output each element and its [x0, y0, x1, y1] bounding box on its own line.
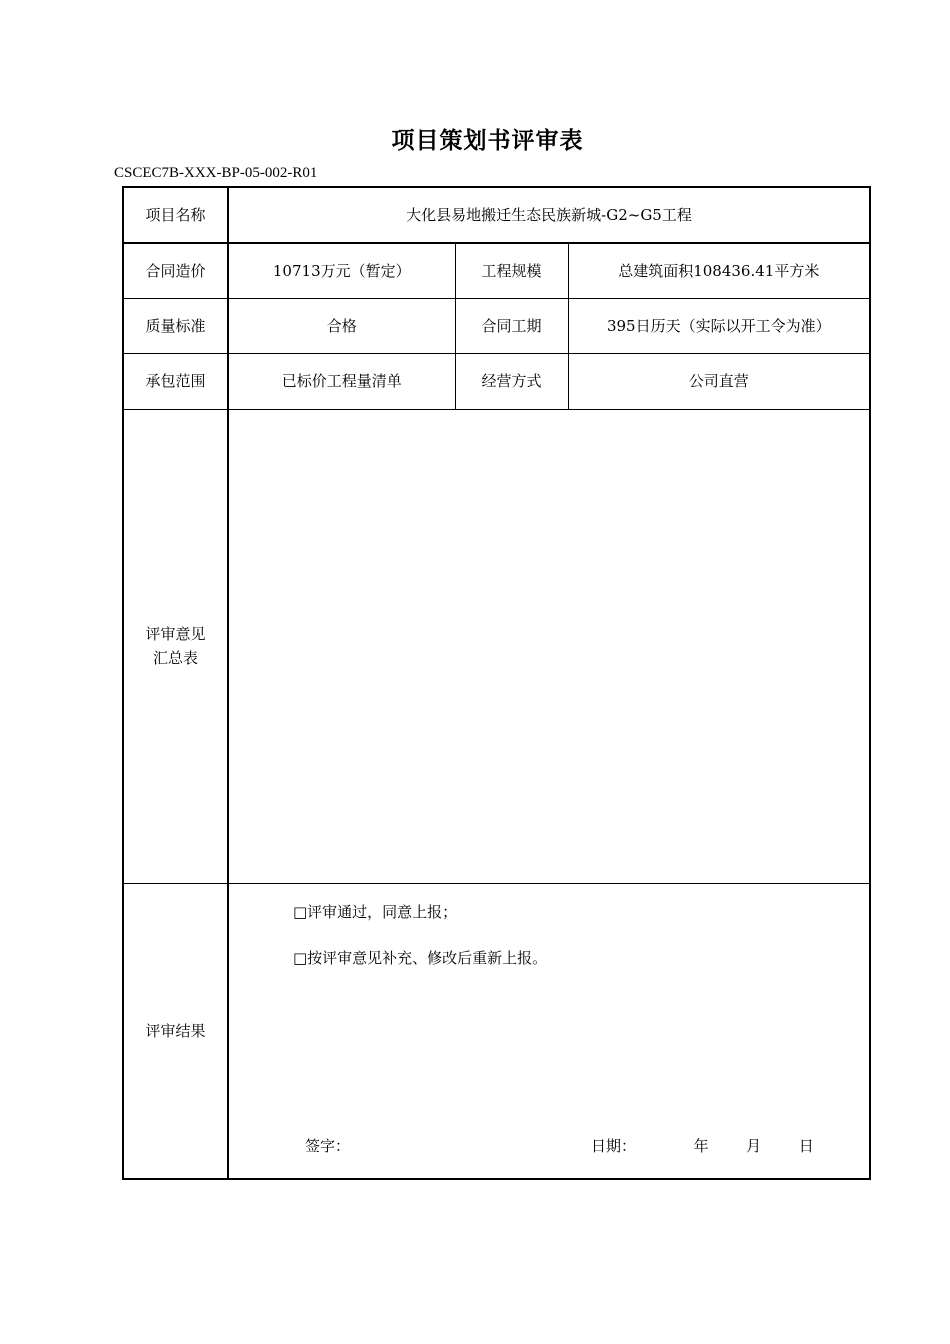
review-form-table — [122, 186, 871, 1180]
project-name-value: 大化县易地搬迁生态民族新城-G2~G5工程 — [228, 187, 870, 243]
document-title: 项目策划书评审表 — [391, 128, 584, 154]
result-content-area — [228, 883, 870, 1179]
signature-label: 签字： — [305, 1136, 351, 1155]
quality-value: 合格 — [228, 298, 455, 353]
year-label: 年 — [693, 1136, 709, 1155]
row-opinion — [123, 409, 870, 883]
project-name-label: 项目名称 — [123, 187, 228, 243]
option-revise-checkbox[interactable]: □按评审意见补充、修改后重新上报。 — [293, 948, 548, 967]
option-pass-checkbox[interactable]: □评审通过，同意上报； — [293, 902, 458, 921]
mode-value: 公司直营 — [568, 353, 870, 409]
document-code: CSCEC7B-XXX-BP-05-002-R01 — [114, 165, 318, 181]
project-scale-value: 总建筑面积108436.41平方米 — [568, 243, 870, 298]
opinion-label-line2: 汇总表 — [152, 649, 198, 667]
date-field — [591, 1134, 814, 1158]
opinion-content-area[interactable] — [228, 409, 870, 883]
duration-label: 合同工期 — [455, 298, 568, 353]
scope-value: 已标价工程量清单 — [228, 353, 455, 409]
row-project-name — [123, 187, 870, 243]
quality-label: 质量标准 — [123, 298, 228, 353]
day-label: 日 — [798, 1136, 814, 1155]
row-scope — [123, 353, 870, 409]
contract-price-label: 合同造价 — [123, 243, 228, 298]
opinion-label — [123, 409, 228, 883]
row-quality — [123, 298, 870, 353]
row-contract-price — [123, 243, 870, 298]
row-result — [123, 883, 870, 1179]
duration-value: 395日历天（实际以开工令为准） — [568, 298, 870, 353]
opinion-label-line1: 评审意见 — [145, 625, 206, 643]
date-label: 日期： — [591, 1136, 637, 1155]
mode-label: 经营方式 — [455, 353, 568, 409]
project-scale-label: 工程规模 — [455, 243, 568, 298]
scope-label: 承包范围 — [123, 353, 228, 409]
month-label: 月 — [746, 1136, 762, 1155]
result-label: 评审结果 — [123, 883, 228, 1179]
contract-price-value: 10713万元（暂定） — [228, 243, 455, 298]
